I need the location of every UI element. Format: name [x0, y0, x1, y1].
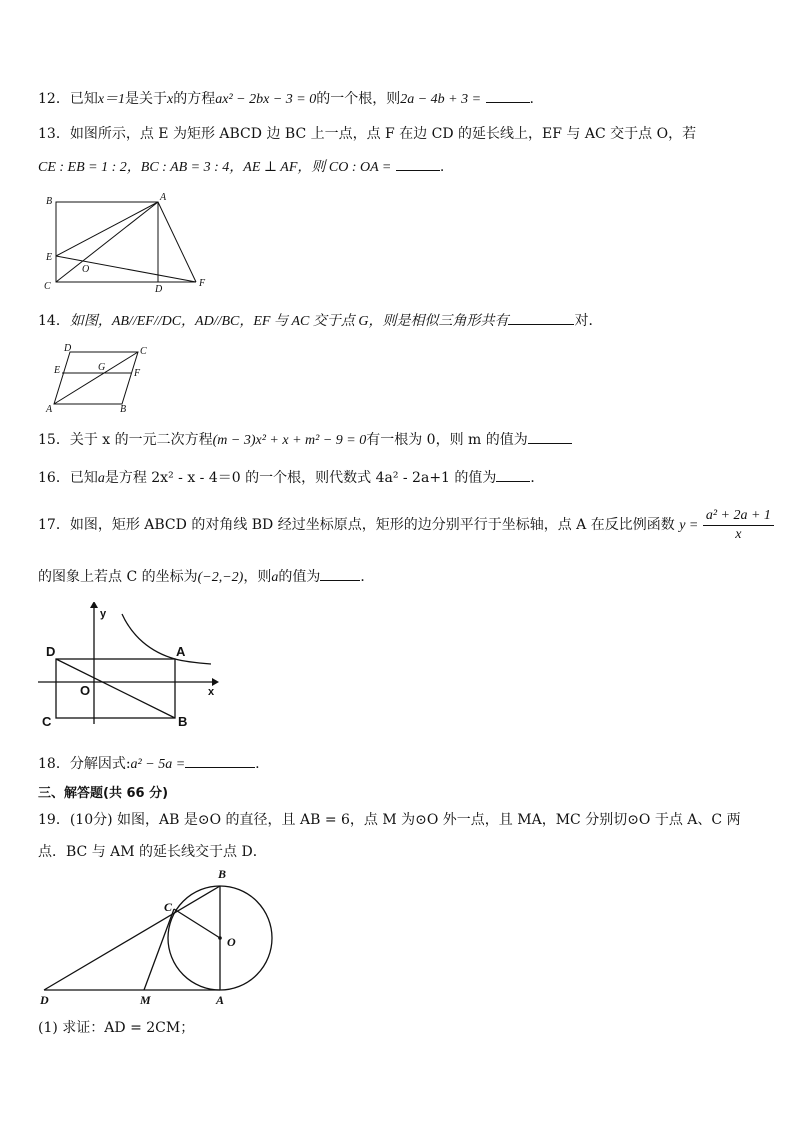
- q17-coordinate: (−2,−2): [197, 570, 244, 585]
- q19-number: 19．: [38, 812, 70, 828]
- q16-text-2: 是方程 2x² - x - 4＝0 的一个根，则代数式 4a² - 2a+1 的值为: [104, 470, 497, 486]
- q16-answer-blank[interactable]: [496, 467, 530, 482]
- q16-text-1: 已知: [69, 470, 98, 486]
- q14-label-c: C: [140, 346, 147, 357]
- q19-circle-figure: [36, 864, 286, 1010]
- q13-end: .: [439, 159, 445, 175]
- q17-fraction-denominator: x: [735, 526, 742, 542]
- q12-expression: 2a − 4b + 3 =: [400, 92, 482, 107]
- q12-end: .: [529, 91, 534, 107]
- q17-fraction-numerator: a² + 2a + 1: [703, 507, 774, 526]
- q18-text-1: 分解因式:: [69, 756, 131, 772]
- q13-label-o: O: [82, 264, 90, 275]
- q19-label-b: B: [218, 867, 227, 881]
- q17-function-fraction: [703, 507, 774, 544]
- q14-label-d: D: [64, 343, 72, 354]
- q19-label-o: O: [227, 935, 236, 949]
- q15-number: 15．: [38, 432, 70, 448]
- question-16: [38, 467, 544, 489]
- q19-center-dot: [218, 936, 222, 940]
- q17-label-x: x: [208, 686, 215, 698]
- q13-label-f: F: [199, 278, 206, 289]
- q19-segment-db: [44, 886, 220, 990]
- q12-text-1: 已知: [69, 91, 98, 107]
- q17-math-a: a: [271, 570, 279, 585]
- q17-label-o: O: [80, 683, 91, 698]
- q13-label-c: C: [44, 281, 51, 292]
- question-18: [38, 753, 260, 775]
- question-19-part-1: [38, 1018, 194, 1038]
- q14-number: 14．: [38, 313, 70, 329]
- q17-y-arrow: [90, 602, 98, 608]
- q13-number: 13．: [38, 126, 70, 142]
- q16-math-a: a: [97, 471, 105, 486]
- q17-coordinate-figure: [36, 602, 226, 730]
- q12-text-2: 是关于: [125, 91, 168, 107]
- q17-hyperbola-curve: [122, 614, 211, 664]
- q13-answer-blank[interactable]: [396, 156, 440, 171]
- q13-label-a: A: [160, 192, 167, 203]
- q19-radius-oc: [174, 909, 220, 938]
- question-17-line-1: [38, 506, 774, 545]
- q17-diagonal-bd: [56, 659, 175, 718]
- q15-text-1: 关于 x 的一元二次方程: [69, 432, 213, 448]
- q14-label-f: F: [134, 368, 141, 379]
- q15-answer-blank[interactable]: [528, 429, 572, 444]
- q17-y-label: y =: [679, 518, 699, 533]
- question-19-line-2: [38, 842, 267, 862]
- q17-answer-blank[interactable]: [320, 566, 360, 581]
- question-15: [38, 429, 572, 451]
- q18-end: .: [255, 756, 260, 772]
- q13-label-e: E: [46, 252, 53, 263]
- q19-label-c: C: [164, 900, 173, 914]
- q15-equation: (m − 3)x² + x + m² − 9 = 0: [212, 433, 367, 448]
- q18-answer-blank[interactable]: [185, 753, 255, 768]
- q17-label-c: C: [42, 714, 52, 729]
- q19-label-d: D: [40, 993, 49, 1007]
- question-17-line-2: [38, 566, 374, 588]
- q19-label-m: M: [140, 993, 151, 1007]
- q19-part-1-text: (1) 求证：AD = 2CM；: [38, 1020, 195, 1036]
- q19-text-line-2: 点．BC 与 AM 的延长线交于点 D．: [38, 844, 267, 860]
- q18-number: 18．: [38, 756, 70, 772]
- question-19-line-1: [38, 810, 741, 830]
- q13-segment-af: [158, 202, 196, 282]
- q17-label-y: y: [100, 608, 107, 620]
- q13-label-b: B: [46, 196, 53, 207]
- q14-label-b: B: [120, 404, 127, 414]
- q14-segment-ac: [54, 352, 138, 404]
- q13-segment-ea: [56, 202, 158, 256]
- q16-end: ．: [530, 470, 545, 486]
- q14-parallelogram-figure: [40, 342, 160, 414]
- q14-label-e: E: [54, 365, 61, 376]
- q17-text-2b: ，则: [243, 569, 272, 585]
- q12-text-4: 的一个根，则: [316, 91, 401, 107]
- q13-segment-ca: [56, 202, 158, 282]
- q14-label-a: A: [46, 404, 53, 414]
- q13-rectangle-figure: [40, 190, 220, 294]
- q12-number: 12．: [38, 91, 70, 107]
- q19-text-line-1: (10分) 如图，AB 是⊙O 的直径，且 AB = 6，点 M 为⊙O 外一点，且 MA，MC 分别切⊙O 于点 A、C 两: [69, 812, 741, 828]
- q13-label-d: D: [155, 284, 163, 294]
- section-3-heading: 三、解答题(共 66 分): [38, 786, 169, 801]
- q12-math-1: x＝1: [97, 92, 126, 107]
- q17-x-arrow: [212, 678, 219, 686]
- q12-answer-blank[interactable]: [486, 88, 530, 103]
- q14-text: 如图，AB//EF//DC，AD//BC，EF 与 AC 交于点 G，则是相似三角形共有: [69, 314, 509, 329]
- q17-text-line-1: 如图，矩形 ABCD 的对角线 BD 经过坐标原点，矩形的边分别平行于坐标轴，点 A 在反比例函数: [69, 517, 675, 533]
- question-13-line-2: [38, 156, 444, 178]
- q12-text-3: 的方程: [173, 91, 216, 107]
- q18-expression: a² − 5a =: [130, 757, 186, 772]
- q16-number: 16．: [38, 470, 70, 486]
- q17-label-a: A: [176, 644, 186, 659]
- q14-end: 对．: [574, 313, 603, 329]
- question-12: [38, 88, 534, 110]
- q12-math-2: x: [167, 92, 174, 107]
- question-13-line-1: [38, 124, 696, 144]
- q17-number: 17．: [38, 517, 70, 533]
- q19-label-a: A: [216, 993, 225, 1007]
- q13-text-line-2: CE : EB = 1 : 2，BC : AB = 3 : 4，AE ⊥ AF，则 CO : OA =: [38, 160, 392, 175]
- q17-label-b: B: [178, 714, 188, 729]
- q15-text-2: 有一根为 0，则 m 的值为: [366, 432, 528, 448]
- q17-text-2c: 的值为: [278, 569, 321, 585]
- q13-segment-ef: [56, 256, 196, 282]
- q14-answer-blank[interactable]: [508, 310, 574, 325]
- q17-end: ．: [360, 569, 375, 585]
- question-14: [38, 310, 602, 332]
- q13-text-line-1: 如图所示，点 E 为矩形 ABCD 边 BC 上一点，点 F 在边 CD 的延长线上，EF 与 AC 交于点 O，若: [69, 126, 697, 142]
- q12-equation: ax² − 2bx − 3 = 0: [215, 92, 317, 107]
- q14-label-g: G: [98, 362, 106, 373]
- q17-label-d: D: [46, 644, 56, 659]
- q17-text-2a: 的图象上若点 C 的坐标为: [38, 569, 198, 585]
